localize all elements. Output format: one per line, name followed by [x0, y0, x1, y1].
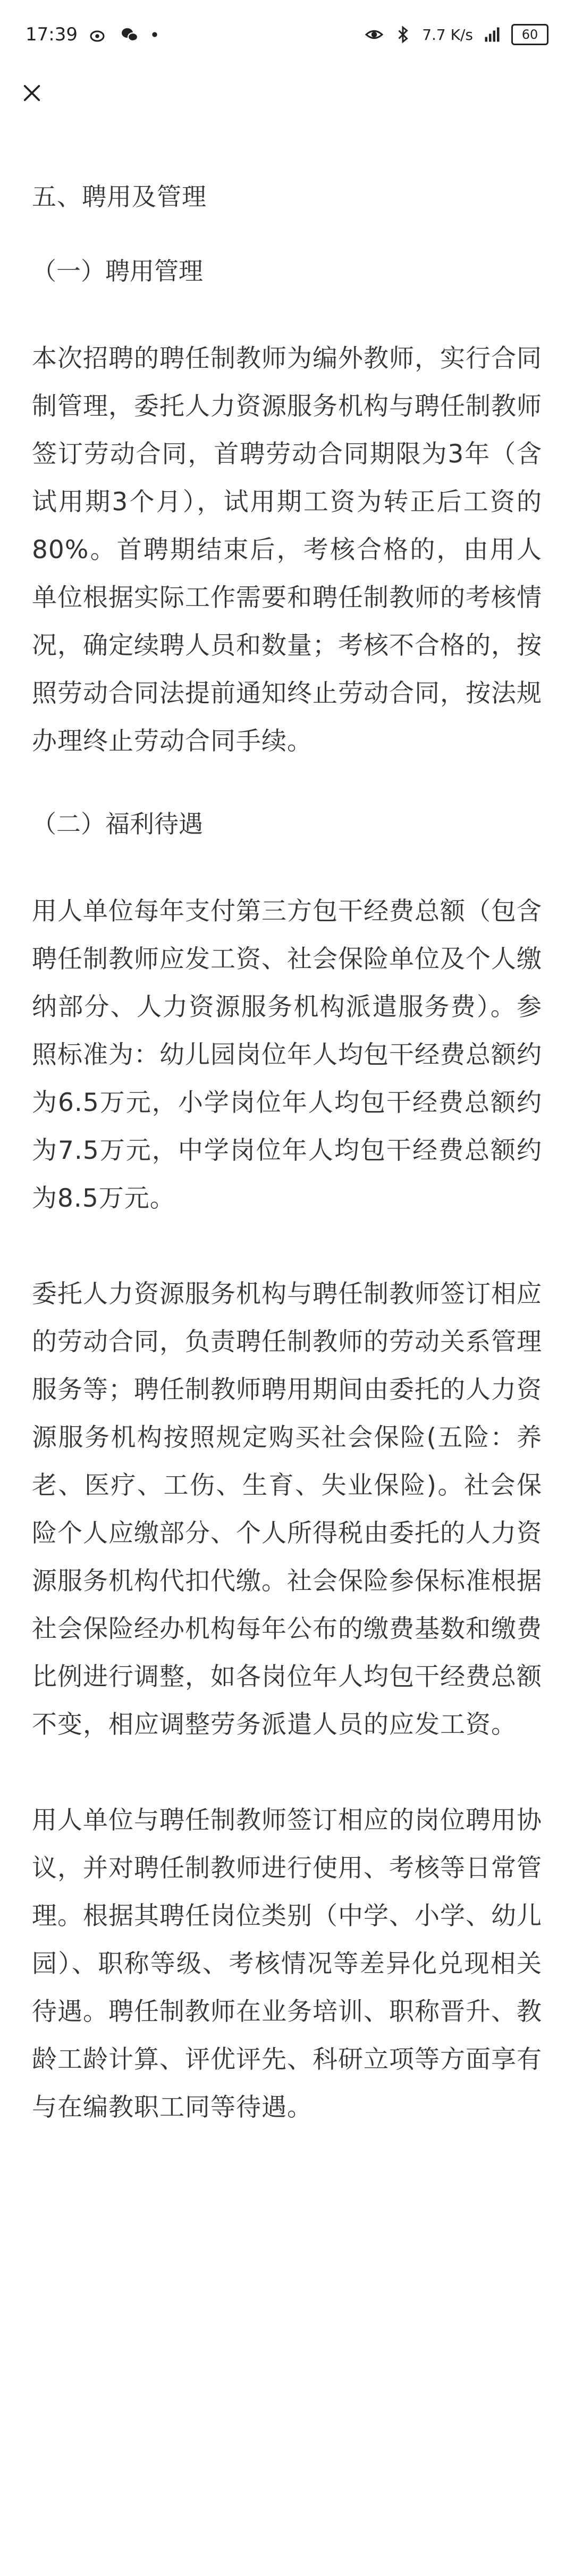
- wechat-icon: [120, 25, 139, 44]
- close-icon: [21, 82, 43, 104]
- paragraph-funding: 用人单位每年支付第三方包干经费总额（包含聘任制教师应发工资、社会保险单位及个人缴纳部分、人力资源服务机构派遣服务费）。参照标准为：幼儿园岗位年人均包干经费总额约为6.5万元，小学岗位年人均包干经费总额约为7.5万元，中学岗位年人均包干经费总额约为8.5万元。: [32, 897, 542, 1213]
- status-left: [26, 24, 158, 45]
- signal-icon: [483, 25, 502, 44]
- section-title: 五、聘用及管理: [32, 182, 207, 211]
- status-right: [365, 24, 548, 45]
- battery-level: 60: [521, 27, 538, 42]
- eye-comfort-icon: [365, 25, 384, 44]
- paragraph-social-insurance: 委托人力资源服务机构与聘任制教师签订相应的劳动合同，负责聘任制教师的劳动关系管理服务等；聘任制教师聘用期间由委托的人力资源服务机构按照规定购买社会保险(五险：养老、医疗、工伤、生育、失业保险)。社会保险个人应缴部分、个人所得税由委托的人力资源服务机构代扣代缴。社会保险参保标准根据社会保险经办机构每年公布的缴费基数和缴费比例进行调整，如各岗位年人均包干经费总额不变，相应调整劳务派遣人员的应发工资。: [32, 1279, 542, 1739]
- status-time: 17:39: [26, 24, 78, 45]
- subsection-title-employment: （一）聘用管理: [32, 257, 203, 285]
- subsection-title-benefits: （二）福利待遇: [32, 810, 203, 838]
- top-nav: [0, 69, 574, 117]
- net-speed: 7.7 K/s: [422, 26, 473, 44]
- close-button[interactable]: [16, 77, 48, 109]
- battery-icon: [511, 24, 548, 45]
- dot-icon: [151, 31, 158, 38]
- paragraph-employment: 本次招聘的聘任制教师为编外教师，实行合同制管理，委托人力资源服务机构与聘任制教师签订劳动合同，首聘劳动合同期限为3年（含试用期3个月），试用期工资为转正后工资的80%。首聘期结束后，考核合格的，由用人单位根据实际工作需要和聘任制教师的考核情况，确定续聘人员和数量；考核不合格的，按照劳动合同法提前通知终止劳动合同，按法规办理终止劳动合同手续。: [32, 344, 542, 756]
- article-body: [0, 117, 574, 2132]
- status-bar: [0, 0, 574, 69]
- weibo-icon: [89, 25, 108, 44]
- bluetooth-icon: [393, 25, 412, 44]
- paragraph-management: 用人单位与聘任制教师签订相应的岗位聘用协议，并对聘任制教师进行使用、考核等日常管理。根据其聘任岗位类别（中学、小学、幼儿园）、职称等级、考核情况等差异化兑现相关待遇。聘任制教师在业务培训、职称晋升、教龄工龄计算、评优评先、科研立项等方面享有与在编教职工同等待遇。: [32, 1806, 542, 2122]
